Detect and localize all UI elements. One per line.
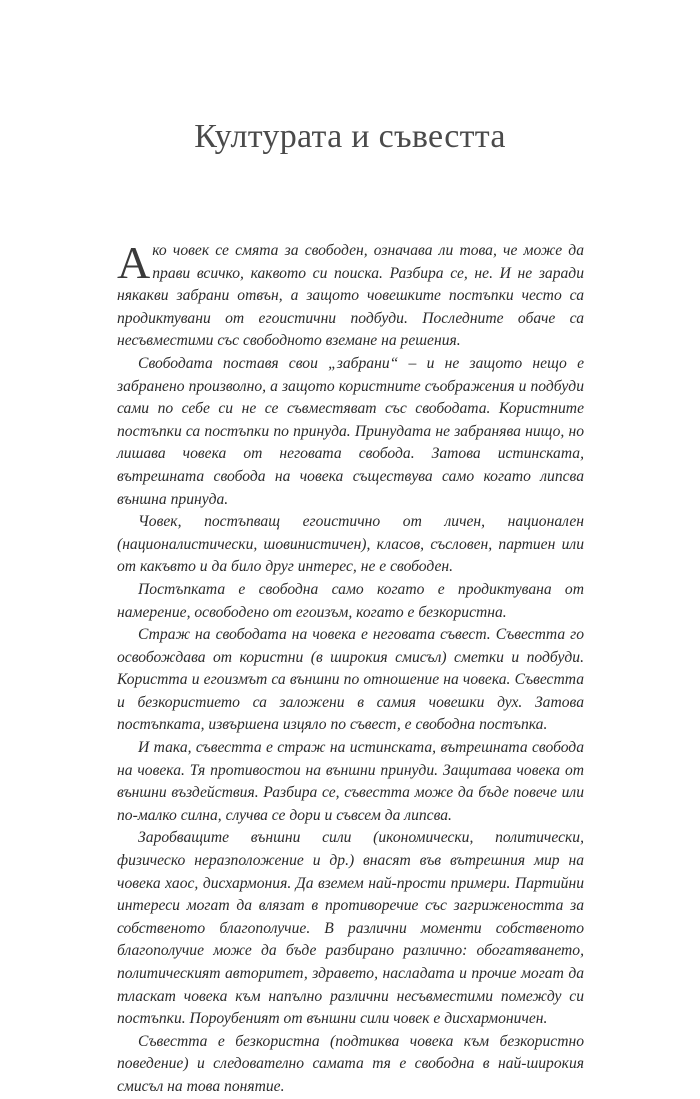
paragraph-3: Човек, постъпващ егоистично от личен, национален (националистически, шовинистичен), класов, съсловен, партиен или от какъвто и да било друг интерес, не е свободен. [117,513,584,576]
paragraph-7: Заробващите външни сили (икономически, политически, физическо неразположение и др.) внасят във вътрешния мир на човека хаос, дисхармония. Да вземем най-прости примери. Партийни интереси могат да влязат в противоречие със загрижеността за собственото благополучие. В различни моменти собственото благополучие може да бъде разбирано различно: обогатяването, политическият авторитет, здравето, насладата и прочие могат да тласкат човека към напълно различни несъвместими помежду си постъпки. Пороубеният от външни сили човек е дисхармоничен. [117,829,584,1028]
paragraph-2: Свободата поставя свои „забрани“ – и не защото нещо е забранено произволно, а защото користните съображения и подбуди сами по себе си не се съвместяват със свободата. Користните постъпки са постъпки по принуда. Принудата не забранява нищо, но лишава човека от неговата свобода. Затова истинската, вътрешната свобода на човека съществува само когато липсва външна принуда. [117,354,584,508]
paragraph-5: Страж на свободата на човека е неговата съвест. Съвестта го освобождава от користни (в широкия смисъл) сметки и подбуди. Користта и егоизмът са външни по отношение на човека. Съвестта и безкористието са заложени в самия човешки дух. Затова постъпката, извършена изцяло по съвест, е свободна постъпка. [117,626,584,734]
paragraph-1 [117,237,584,353]
paragraph-1-text: ко човек се смята за свободен, означава ли това, че може да прави всичко, каквото си поиска. Разбира се, не. И не заради някакви забрани отвън, а защото човешките постъпки често са продиктувани от егоистични подбуди. Последните обаче са несъвместими със свободното вземане на решения. [117,242,584,350]
drop-cap-letter: А [117,237,151,288]
paragraph-8: Съвестта е безкористна (подтиква човека към безкористно поведение) и следователно самата тя е свободна в най-широкия смисъл на това понятие. [117,1032,584,1095]
chapter-title: Културата и съвестта [194,118,506,155]
paragraph-4: Постъпката е свободна само когато е продиктувана от намерение, освободено от егоизъм, когато е безкористна. [117,580,584,621]
paragraph-6: И така, съвестта е страж на истинската, вътрешната свобода на човека. Тя противостои на външни принуди. Защитава човека от външни въздействия. Разбира се, съвестта може да бъде повече или по-малко силна, случва се дори и съвсем да липсва. [117,739,584,824]
chapter-body [117,237,584,1099]
